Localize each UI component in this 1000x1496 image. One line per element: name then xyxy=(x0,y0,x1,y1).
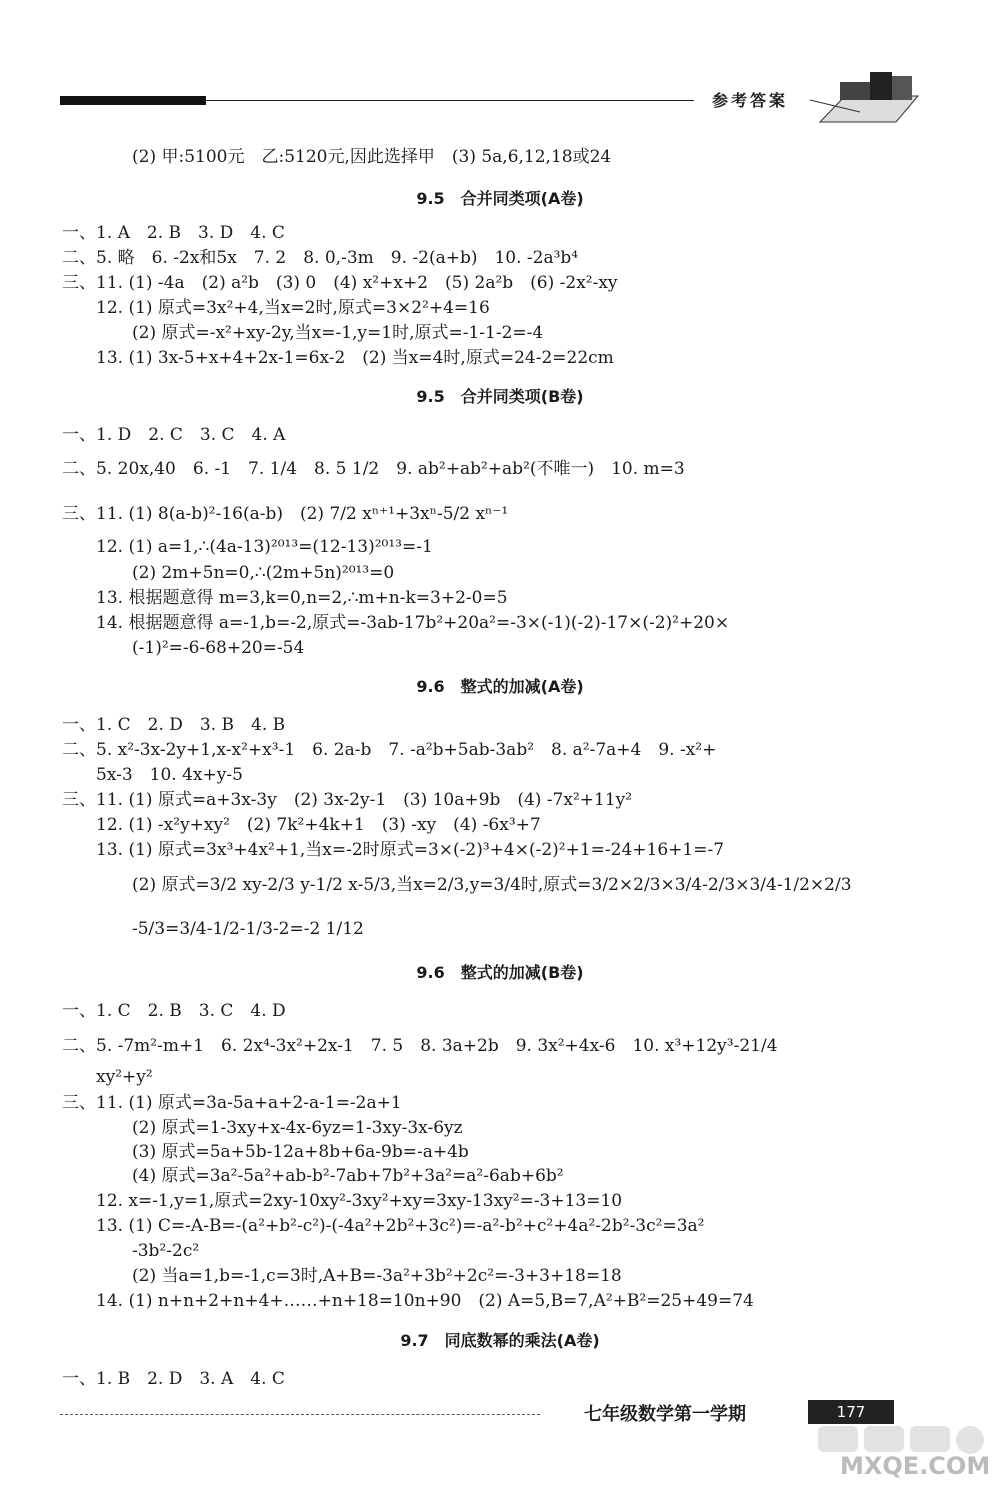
answer-line: (2) 甲:5100元 乙:5120元,因此选择甲 (3) 5a,6,12,18或24 xyxy=(132,147,612,167)
section-title: 9.6 整式的加减(B卷) xyxy=(416,963,584,982)
answer-line: 二、5. x²-3x-2y+1,x-x²+x³-1 6. 2a-b 7. -a²b+5ab-3ab² 8. a²-7a+4 9. -x²+ xyxy=(62,740,717,760)
answer-line: 12. (1) -x²y+xy² (2) 7k²+4k+1 (3) -xy (4) -6x³+7 xyxy=(96,815,541,835)
section-title: 9.7 同底数幂的乘法(A卷) xyxy=(400,1331,600,1350)
answer-line: -3b²-2c² xyxy=(132,1241,200,1261)
section-title: 9.5 合并同类项(A卷) xyxy=(416,189,584,208)
header-rule xyxy=(206,100,694,101)
answer-line: 一、1. D 2. C 3. C 4. A xyxy=(62,425,286,445)
section-title: 9.6 整式的加减(A卷) xyxy=(416,677,584,696)
answer-line: (3) 原式=5a+5b-12a+8b+6a-9b=-a+4b xyxy=(132,1142,469,1162)
answer-line: 一、1. C 2. B 3. C 4. D xyxy=(62,1001,286,1021)
answer-line: 二、5. 20x,40 6. -1 7. 1/4 8. 5 1/2 9. ab²+ab²+ab²(不唯一) 10. m=3 xyxy=(62,459,685,479)
answer-line: 12. (1) a=1,∴(4a-13)²⁰¹³=(12-13)²⁰¹³=-1 xyxy=(96,537,433,557)
answer-line: -5/3=3/4-1/2-1/3-2=-2 1/12 xyxy=(132,919,364,939)
answer-line: (2) 当a=1,b=-1,c=3时,A+B=-3a²+3b²+2c²=-3+3+18=18 xyxy=(132,1266,622,1286)
answer-line: 三、11. (1) 8(a-b)²-16(a-b) (2) 7/2 xⁿ⁺¹+3xⁿ-5/2 xⁿ⁻¹ xyxy=(62,504,509,524)
answer-line: 三、11. (1) 原式=a+3x-3y (2) 3x-2y-1 (3) 10a+9b (4) -7x²+11y² xyxy=(62,790,633,810)
answer-line: 13. 根据题意得 m=3,k=0,n=2,∴m+n-k=3+2-0=5 xyxy=(96,588,508,608)
answer-line: 一、1. C 2. D 3. B 4. B xyxy=(62,715,286,735)
answer-line: 二、5. 略 6. -2x和5x 7. 2 8. 0,-3m 9. -2(a+b) 10. -2a³b⁴ xyxy=(62,248,579,268)
answer-line: 12. x=-1,y=1,原式=2xy-10xy²-3xy²+xy=3xy-13xy²=-3+13=10 xyxy=(96,1191,623,1211)
section-title: 9.5 合并同类项(B卷) xyxy=(416,387,584,406)
answer-line: 二、5. -7m²-m+1 6. 2x⁴-3x²+2x-1 7. 5 8. 3a+2b 9. 3x²+4x-6 10. x³+12y³-21/4 xyxy=(62,1036,778,1056)
footer-rule xyxy=(60,1414,540,1415)
footer-title: 七年级数学第一学期 xyxy=(584,1404,746,1425)
answer-line: 三、11. (1) -4a (2) a²b (3) 0 (4) x²+x+2 (5) 2a²b (6) -2x²-xy xyxy=(62,273,618,293)
answer-line: (-1)²=-6-68+20=-54 xyxy=(132,638,305,658)
watermark-text: MXQE.COM xyxy=(840,1452,991,1480)
answer-line: 一、1. A 2. B 3. D 4. C xyxy=(62,223,285,243)
answer-line: 12. (1) 原式=3x²+4,当x=2时,原式=3×2²+4=16 xyxy=(96,298,490,318)
answer-line: 5x-3 10. 4x+y-5 xyxy=(96,765,243,785)
answer-line: (2) 2m+5n=0,∴(2m+5n)²⁰¹³=0 xyxy=(132,563,395,583)
page-number: 177 xyxy=(808,1400,894,1424)
answer-line: 13. (1) C=-A-B=-(a²+b²-c²)-(-4a²+2b²+3c²)=-a²-b²+c²+4a²-2b²-3c²=3a² xyxy=(96,1216,705,1236)
answer-line: 14. (1) n+n+2+n+4+……+n+18=10n+90 (2) A=5,B=7,A²+B²=25+49=74 xyxy=(96,1291,754,1311)
answer-line: (4) 原式=3a²-5a²+ab-b²-7ab+7b²+3a²=a²-6ab+6b² xyxy=(132,1166,564,1186)
answer-line: 一、1. B 2. D 3. A 4. C xyxy=(62,1369,285,1389)
answer-line: (2) 原式=3/2 xy-2/3 y-1/2 x-5/3,当x=2/3,y=3/4时,原式=3/2×2/3×3/4-2/3×3/4-1/2×2/3 xyxy=(132,875,852,895)
header-title: 参考答案 xyxy=(712,91,789,110)
answer-line: (2) 原式=-x²+xy-2y,当x=-1,y=1时,原式=-1-1-2=-4 xyxy=(132,323,544,343)
books-icon xyxy=(800,60,920,130)
header-bar xyxy=(60,96,206,105)
answer-line: 三、11. (1) 原式=3a-5a+a+2-a-1=-2a+1 xyxy=(62,1093,402,1113)
answer-line: 13. (1) 3x-5+x+4+2x-1=6x-2 (2) 当x=4时,原式=24-2=22cm xyxy=(96,348,614,368)
answer-line: xy²+y² xyxy=(96,1067,153,1087)
answer-line: (2) 原式=1-3xy+x-4x-6yz=1-3xy-3x-6yz xyxy=(132,1118,463,1138)
answer-line: 13. (1) 原式=3x³+4x²+1,当x=-2时原式=3×(-2)³+4×(-2)²+1=-24+16+1=-7 xyxy=(96,840,725,860)
answer-line: 14. 根据题意得 a=-1,b=-2,原式=-3ab-17b²+20a²=-3×(-1)(-2)-17×(-2)²+20× xyxy=(96,613,730,633)
